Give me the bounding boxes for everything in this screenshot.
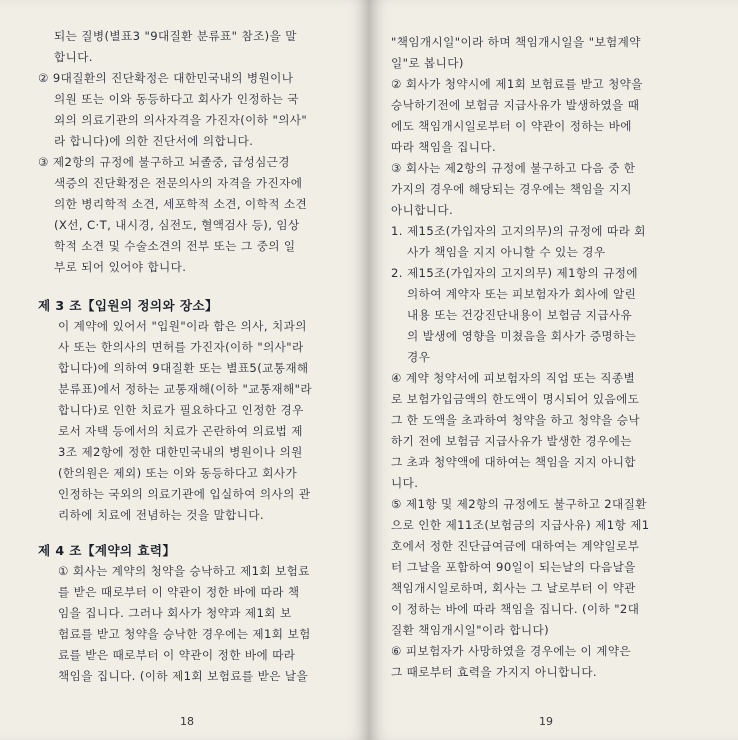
- text-line: 로 보험가입금액의 한도액이 명시되어 있음에도: [391, 392, 640, 406]
- right-page: [369, 0, 738, 740]
- text-line: 에도 책임개시일로부터 이 약관이 정하는 바에: [391, 119, 632, 133]
- text-line: 내용 또는 건강진단내용이 보험금 지급사유: [407, 308, 633, 322]
- text-line: ③ 회사는 제2항의 규정에 불구하고 다음 중 한: [391, 161, 636, 175]
- text-line: 합니다)에 의하여 9대질환 또는 별표5(교통재해: [58, 361, 309, 375]
- text-line: 이 계약에 있어서 "입원"이라 함은 의사, 치과의: [58, 319, 307, 333]
- text-line: 그 초과 청약액에 대하여는 책임을 지지 아니합: [391, 455, 636, 469]
- page-number: 19: [539, 715, 553, 728]
- text-line: 리하에 치료에 전념하는 것을 말합니다.: [58, 508, 265, 522]
- text-line: 외의 의료기관의 의사자격을 가진자(이하 "의사": [54, 113, 308, 127]
- text-line: 니다.: [391, 476, 419, 490]
- text-line: ⑥ 피보험자가 사망하였을 경우에는 이 계약은: [391, 644, 632, 658]
- text-line: 질환 책임개시일"이라 합니다): [391, 623, 550, 637]
- text-line: 으로 인한 제11조(보험금의 지급사유) 제1항 제1: [391, 518, 650, 532]
- text-line: "책임개시일"이라 하며 책임개시일을 "보험계약: [391, 35, 641, 49]
- text-line: ⑤ 제1항 및 제2항의 규정에도 불구하고 2대질환: [391, 497, 647, 511]
- text-line: 그 때로부터 효력을 가지지 아니합니다.: [391, 665, 598, 679]
- article-3-heading: 제 3 조【입원의 정의와 장소】: [38, 298, 218, 313]
- text-line: 색증의 진단확정은 전문의사의 자격을 가진자에: [54, 176, 303, 190]
- text-line: 의원 또는 이와 동등하다고 회사가 인정하는 국: [54, 92, 299, 106]
- text-line: 1. 제15조(가입자의 고지의무)의 규정에 따라 회: [391, 224, 646, 238]
- text-line: 로서 자택 등에서의 치료가 곤란하여 의료법 제: [58, 424, 303, 438]
- text-line: 라 합니다)에 의한 진단서에 의합니다.: [54, 134, 254, 148]
- text-line: 사 또는 한의사의 면허를 가진자(이하 "의사"라: [58, 340, 304, 354]
- text-line: 되는 질병(별표3 "9대질환 분류표" 참조)을 말: [54, 29, 297, 43]
- text-line: 가지의 경우에 해당되는 경우에는 책임을 지지: [391, 182, 632, 196]
- text-line: 료를 받은 때로부터 이 약관이 정한 바에 따라: [58, 648, 296, 662]
- text-line: 일"로 봅니다): [391, 56, 464, 70]
- text-line: 부로 되어 있어야 합니다.: [54, 260, 187, 274]
- page-number: 18: [180, 715, 194, 728]
- text-line: (한의원은 제외) 또는 이와 동등하다고 회사가: [58, 466, 298, 480]
- text-line: 의한 병리학적 소견, 세포학적 소견, 이학적 소견: [54, 197, 308, 211]
- text-line: 사가 책임을 지지 아니할 수 있는 경우: [407, 245, 606, 259]
- text-line: 아니합니다.: [391, 203, 454, 217]
- text-line: 따라 책임을 집니다.: [391, 140, 497, 154]
- text-line: 승낙하기전에 보험금 지급사유가 발생하였을 때: [391, 98, 640, 112]
- text-line: 학적 소견 및 수술소견의 전부 또는 그 중의 일: [54, 239, 296, 253]
- text-line: 호에서 정한 진단급여금에 대하여는 계약일로부: [391, 539, 640, 553]
- text-line: 터 그날을 포함하여 90일이 되는날의 다음날을: [391, 560, 636, 574]
- text-line: 인정하는 국외의 의료기관에 입실하여 의사의 관: [58, 487, 311, 501]
- text-line: 의하여 계약자 또는 피보험자가 회사에 알린: [407, 287, 637, 301]
- text-line: 임을 집니다. 그러나 회사가 청약과 제1회 보: [58, 606, 292, 620]
- text-line: ② 9대질환의 진단확정은 대한민국내의 병원이나: [38, 71, 294, 85]
- text-line: 그 한 도액을 초과하여 청약을 하고 청약을 승낙: [391, 413, 640, 427]
- text-line: ③ 제2항의 규정에 불구하고 뇌졸중, 급성심근경: [38, 155, 290, 169]
- text-line: 하기 전에 보험금 지급사유가 발생한 경우에는: [391, 434, 632, 448]
- text-line: 합니다.: [54, 50, 93, 64]
- text-line: 를 받은 때로부터 이 약관이 정한 바에 따라 책: [58, 585, 300, 599]
- text-line: ① 회사는 계약의 청약을 승낙하고 제1회 보험료: [58, 564, 310, 578]
- text-line: 책임개시일로하며, 회사는 그 날로부터 이 약관: [391, 581, 636, 595]
- text-line: 분류표)에서 정하는 교통재해(이하 "교통재해"라: [58, 382, 312, 396]
- text-line: ④ 계약 청약서에 피보험자의 직업 또는 직종별: [391, 371, 636, 385]
- text-line: 이 정하는 바에 따라 책임을 집니다. (이하 "2대: [391, 602, 640, 616]
- text-line: (X선, C·T, 내시경, 심전도, 혈액검사 등), 임상: [54, 218, 300, 232]
- text-line: 경우: [407, 350, 431, 364]
- text-line: 험료를 받고 청약을 승낙한 경우에는 제1회 보험: [58, 627, 311, 641]
- text-line: 3조 제2항에 정한 대한민국내의 병원이나 의원: [58, 445, 303, 459]
- text-line: 2. 제15조(가입자의 고지의무) 제1항의 규정에: [391, 266, 638, 280]
- text-line: 의 발생에 영향을 미쳤음을 회사가 증명하는: [407, 329, 637, 343]
- text-line: ② 회사가 청약시에 제1회 보험료를 받고 청약을: [391, 77, 643, 91]
- text-line: 책임을 집니다. (이하 제1회 보험료를 받은 날을: [58, 669, 309, 683]
- text-line: 합니다)로 인한 치료가 필요하다고 인정한 경우: [58, 403, 304, 417]
- article-4-heading: 제 4 조【계약의 효력】: [38, 543, 176, 558]
